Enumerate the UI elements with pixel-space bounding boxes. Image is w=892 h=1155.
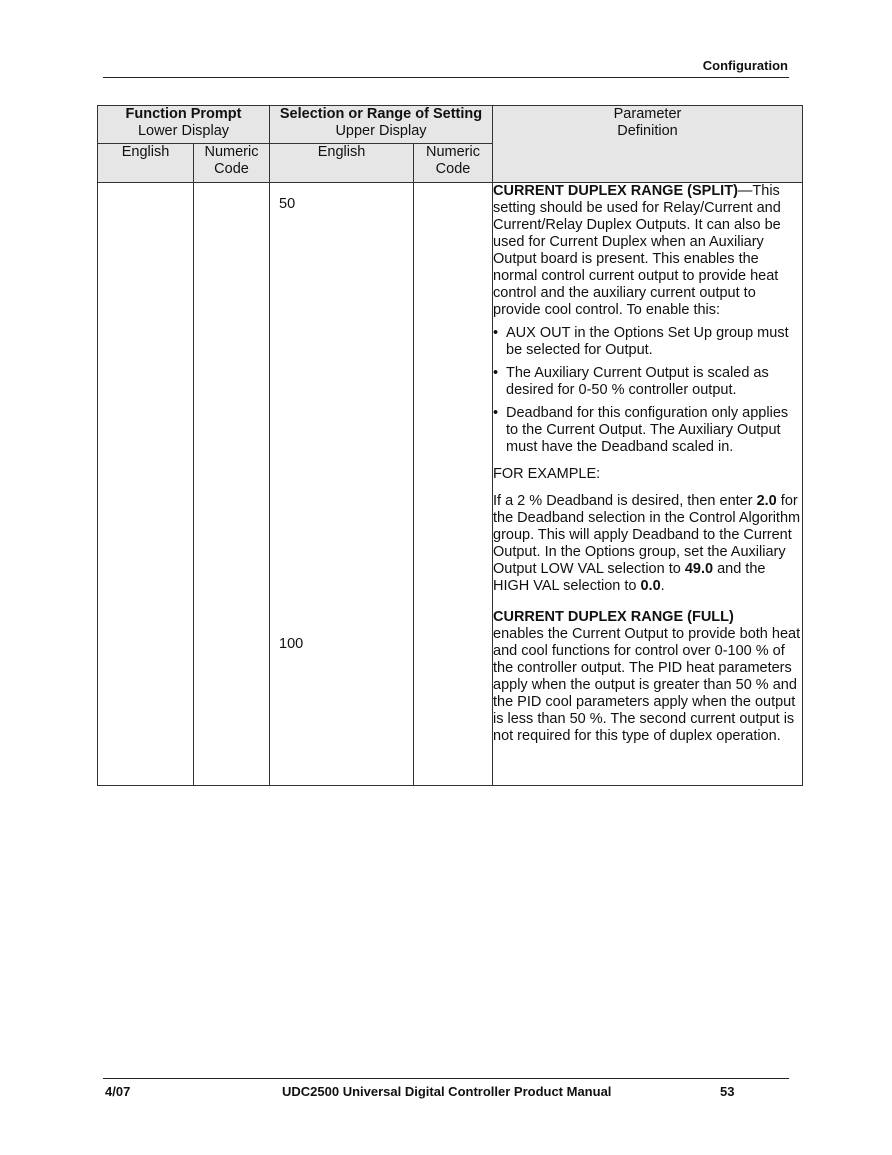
footer-manual-title: UDC2500 Universal Digital Controller Product Manual	[282, 1084, 612, 1099]
example-text: .	[660, 578, 665, 594]
bullet-icon: •	[493, 325, 499, 341]
function-prompt-subtitle: Lower Display	[137, 123, 230, 139]
parameter-header-line1: Parameter	[613, 106, 682, 122]
example-value: 49.0	[684, 561, 714, 577]
split-description	[493, 183, 802, 319]
example-label: FOR EXAMPLE:	[493, 466, 601, 482]
selection-value-full: 100	[279, 636, 304, 652]
prompt-numeric-label-2: Code	[214, 161, 249, 177]
example-value: 0.0	[640, 578, 661, 594]
selection-header	[270, 106, 493, 144]
footer-date: 4/07	[105, 1084, 131, 1099]
full-description	[493, 609, 802, 745]
selection-title: Selection or Range of Setting	[279, 106, 483, 122]
example-text: and the HIGH VAL selection to	[493, 561, 766, 594]
list-item	[493, 325, 802, 359]
parameter-table	[97, 105, 803, 786]
table-row	[98, 183, 803, 786]
definition-cell	[493, 183, 803, 786]
full-text: enables the Current Output to provide both heat and cool functions for control over 0-100 % of the controller output. The PID heat parameters apply when the output is greater than 50 % and the PID cool parameters apply when the output is less than 50 %. The second current output is not required for this type of duplex operation.	[493, 626, 801, 744]
example-text: for the Deadband selection in the Control Algorithm group. This will apply Deadband to the Current Output. In the Options group, set the Auxiliary Output LOW VAL selection to	[493, 493, 801, 577]
parameter-header-line2: Definition	[617, 123, 678, 139]
selection-numeric-label-2: Code	[435, 161, 471, 177]
selection-numeric-label-1: Numeric	[426, 144, 480, 160]
bullet-text: AUX OUT in the Options Set Up group must be selected for Output.	[506, 325, 789, 358]
selection-english-label: English	[317, 144, 366, 160]
example-text: If a 2 % Deadband is desired, then enter	[493, 493, 757, 509]
section-title: Configuration	[702, 58, 788, 73]
prompt-numeric-cell	[194, 183, 270, 786]
selection-numeric-cell	[414, 183, 493, 786]
selection-english-header	[270, 144, 414, 183]
prompt-english-header	[98, 144, 194, 183]
split-intro: —This setting should be used for Relay/Current and Current/Relay Duplex Outputs. It can also be used for Current Duplex when an Auxiliary Output board is present. This enables the normal control current output to provide heat control and the auxiliary current output to provide cool control. To enable this:	[493, 183, 781, 318]
split-bullet-list	[493, 325, 802, 456]
function-prompt-title: Function Prompt	[125, 106, 242, 122]
bullet-text: The Auxiliary Current Output is scaled as desired for 0-50 % controller output.	[506, 365, 769, 398]
list-item	[493, 405, 802, 456]
selection-subtitle: Upper Display	[335, 123, 427, 139]
footer-page-number: 53	[720, 1084, 735, 1099]
example-value: 2.0	[756, 493, 777, 509]
header-rule	[103, 77, 789, 78]
footer-rule	[103, 1078, 789, 1079]
full-title: CURRENT DUPLEX RANGE (FULL)	[493, 609, 734, 625]
prompt-english-label: English	[121, 144, 170, 160]
prompt-english-cell	[98, 183, 194, 786]
function-prompt-header	[98, 106, 270, 144]
selection-english-cell	[270, 183, 414, 786]
bullet-icon: •	[493, 365, 499, 381]
bullet-icon: •	[493, 405, 499, 421]
bullet-text: Deadband for this configuration only applies to the Current Output. The Auxiliary Output must have the Deadband scaled in.	[506, 405, 789, 455]
list-item	[493, 365, 802, 399]
selection-numeric-header	[414, 144, 493, 183]
prompt-numeric-header	[194, 144, 270, 183]
prompt-numeric-label-1: Numeric	[204, 144, 259, 160]
selection-value-split: 50	[279, 196, 296, 212]
parameter-definition-header	[493, 106, 803, 183]
split-title: CURRENT DUPLEX RANGE (SPLIT)	[493, 183, 738, 199]
example-paragraph	[493, 493, 802, 595]
